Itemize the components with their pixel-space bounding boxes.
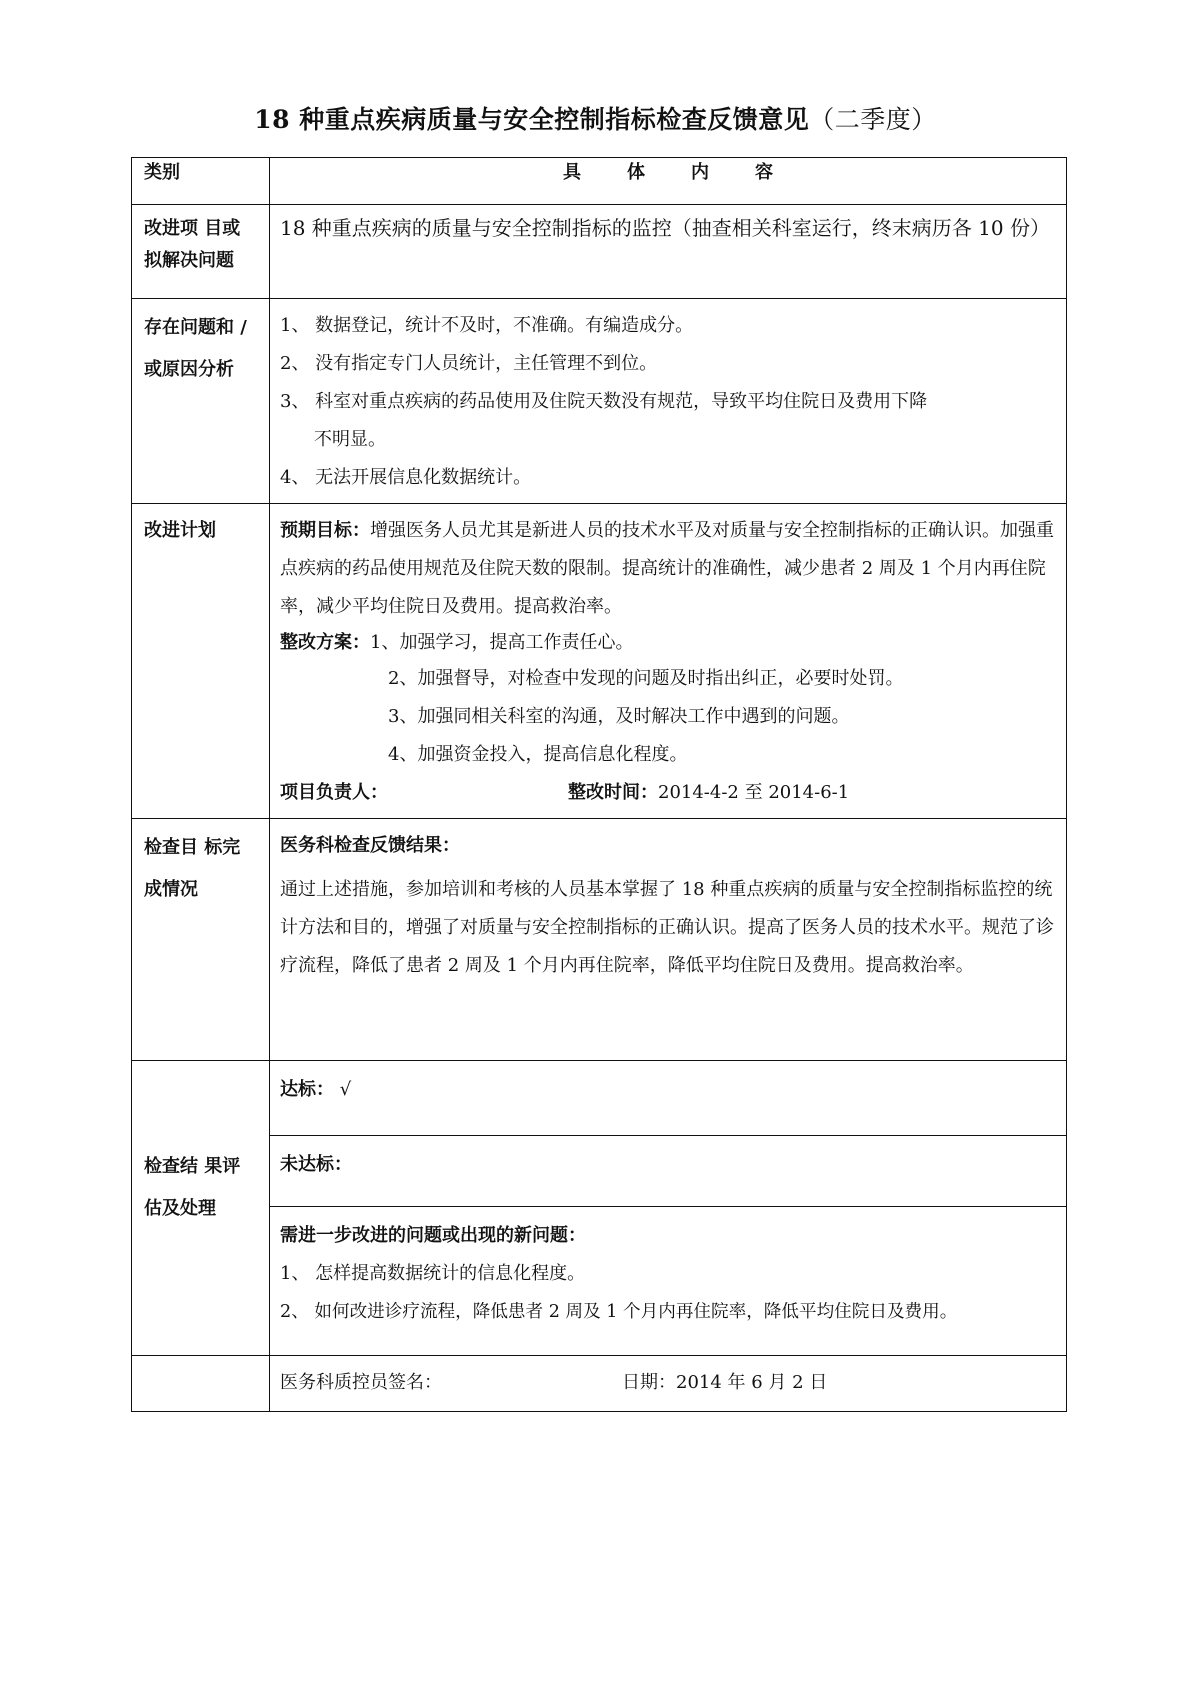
header-content: 具体内容 xyxy=(270,158,1067,205)
problem-item: 1、 数据登记，统计不及时，不准确。有编造成分。 xyxy=(280,315,694,336)
completion-label xyxy=(132,819,270,1061)
improve-item-text: 18 种重点疾病的质量与安全控制指标的监控（抽查相关科室运行，终末病历各 10 份） xyxy=(270,205,1067,299)
evaluation-unmet xyxy=(270,1135,1066,1206)
header-category: 类别 xyxy=(132,158,270,205)
evaluation-label-line2: 估及处理 xyxy=(144,1198,216,1219)
evaluation-met xyxy=(270,1061,1066,1135)
problems-list xyxy=(270,299,1067,504)
evaluation-row xyxy=(132,1061,1067,1356)
problem-item-continuation: 不明显。 xyxy=(314,429,386,450)
problems-label-line1: 存在问题和 / xyxy=(144,317,247,338)
evaluation-met-label: 达标： xyxy=(280,1079,334,1100)
evaluation-label xyxy=(132,1061,270,1356)
document-title xyxy=(0,100,1191,136)
improve-item-label-line2: 拟解决问题 xyxy=(144,250,234,271)
problem-item: 2、 没有指定专门人员统计，主任管理不到位。 xyxy=(280,353,658,374)
improve-item-label xyxy=(132,205,270,299)
feedback-table xyxy=(131,157,1067,1412)
improve-item-label-line1: 改进项 目或 xyxy=(144,218,241,239)
signature-signer-label: 医务科质控员签名： xyxy=(280,1372,442,1393)
completion-content xyxy=(270,819,1067,1061)
plan-goal-label: 预期目标： xyxy=(280,520,370,541)
completion-label-line1: 检查目 标完 xyxy=(144,837,241,858)
header-row xyxy=(132,158,1067,205)
plan-owner-time xyxy=(280,774,1056,812)
problem-item: 4、 无法开展信息化数据统计。 xyxy=(280,467,532,488)
plan-step: 4、加强资金投入，提高信息化程度。 xyxy=(388,744,688,765)
completion-result-label: 医务科检查反馈结果： xyxy=(280,835,460,856)
completion-row xyxy=(132,819,1067,1061)
evaluation-further-item: 1、 怎样提高数据统计的信息化程度。 xyxy=(280,1263,586,1284)
plan-step: 2、加强督导，对检查中发现的问题及时指出纠正，必要时处罚。 xyxy=(388,668,904,689)
signature-date-label: 日期： xyxy=(622,1372,676,1393)
plan-goal-text: 增强医务人员尤其是新进人员的技术水平及对质量与安全控制指标的正确认识。加强重点疾病的药品使用规范及住院天数的限制。提高统计的准确性，减少患者 2 周及 1 个月内再住院率，减少平均住院日及费用。提高救治率。 xyxy=(280,520,1054,617)
plan-content xyxy=(270,504,1067,819)
evaluation-further xyxy=(270,1206,1066,1339)
signature-date-value: 2014 年 6 月 2 日 xyxy=(676,1372,828,1393)
plan-step: 3、加强同相关科室的沟通，及时解决工作中遇到的问题。 xyxy=(388,706,850,727)
evaluation-further-label: 需进一步改进的问题或出现的新问题： xyxy=(280,1225,586,1246)
problems-row xyxy=(132,299,1067,504)
evaluation-unmet-label: 未达标： xyxy=(280,1154,352,1175)
problems-label xyxy=(132,299,270,504)
signature-row xyxy=(132,1356,1067,1412)
title-main: 18 种重点疾病质量与安全控制指标检查反馈意见 xyxy=(254,105,810,134)
evaluation-content xyxy=(270,1061,1067,1356)
plan-label: 改进计划 xyxy=(132,504,270,819)
problems-label-line2: 或原因分析 xyxy=(144,359,234,380)
plan-scheme-label: 整改方案： xyxy=(280,632,370,653)
problem-item: 3、 科室对重点疾病的药品使用及住院天数没有规范，导致平均住院日及费用下降 xyxy=(280,391,928,412)
signature-content xyxy=(270,1356,1067,1412)
completion-result-text: 通过上述措施，参加培训和考核的人员基本掌握了 18 种重点疾病的质量与安全控制指标监控的统计方法和目的，增强了对质量与安全控制指标的正确认识。提高了医务人员的技术水平。规范了诊疗流程，降低了患者 2 周及 1 个月内再住院率，降低平均住院日及费用。提高救治率。 xyxy=(280,879,1054,976)
title-quarter: （二季度） xyxy=(809,105,937,134)
plan-goal xyxy=(280,512,1056,626)
plan-time-label: 整改时间： xyxy=(568,782,658,803)
completion-label-line2: 成情况 xyxy=(144,879,198,900)
plan-scheme xyxy=(280,626,1056,660)
plan-row xyxy=(132,504,1067,819)
evaluation-label-line1: 检查结 果评 xyxy=(144,1156,241,1177)
evaluation-further-item: 2、 如何改进诊疗流程，降低患者 2 周及 1 个月内再住院率，降低平均住院日及费用。 xyxy=(280,1302,958,1322)
plan-owner-label: 项目负责人： xyxy=(280,782,388,803)
evaluation-met-mark: √ xyxy=(339,1079,352,1100)
signature-empty-cell xyxy=(132,1356,270,1412)
improve-item-row xyxy=(132,205,1067,299)
plan-time-value: 2014-4-2 至 2014-6-1 xyxy=(658,782,850,803)
plan-step: 1、加强学习，提高工作责任心。 xyxy=(370,632,634,653)
